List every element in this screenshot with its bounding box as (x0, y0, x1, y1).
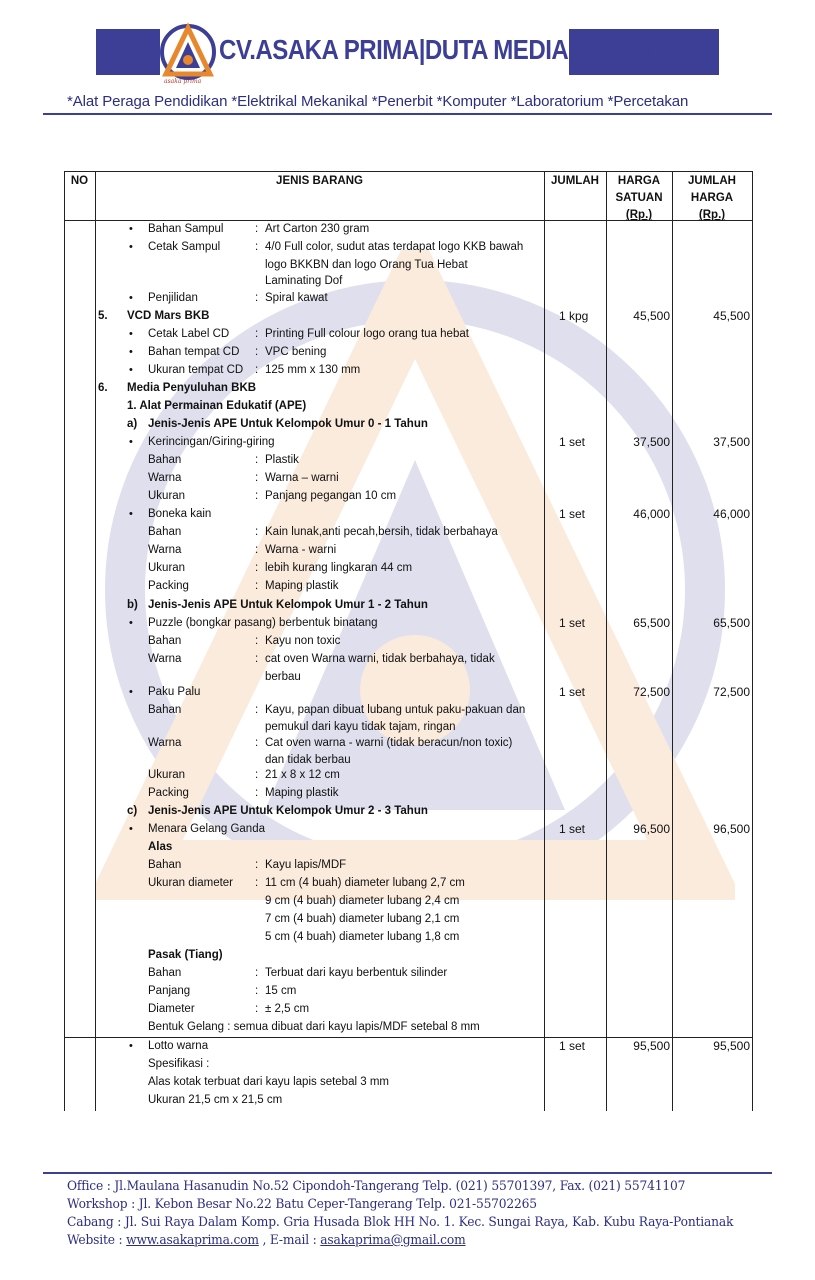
product-qty: 1 set (559, 435, 586, 449)
product-name: Lotto warna (148, 1040, 209, 1052)
spec-label: Warna (148, 472, 182, 484)
colon: : (255, 223, 259, 235)
colon: : (255, 653, 259, 665)
section-mark: c) (127, 805, 138, 817)
bullet: • (129, 328, 133, 340)
spec-label: Diameter (148, 1003, 195, 1015)
item-qty: 1 kpg (559, 309, 589, 323)
header-item: JENIS BARANG (276, 175, 363, 187)
website-link[interactable]: www.asakaprima.com (126, 1233, 259, 1248)
spec-value: 21 x 8 x 12 cm (265, 769, 340, 781)
colon: : (255, 454, 259, 466)
spec-label: Warna (148, 544, 182, 556)
bullet: • (129, 241, 133, 253)
header-divider (43, 113, 772, 115)
product-total: 46,000 (713, 507, 750, 521)
spec-value: 15 cm (265, 985, 297, 997)
header-qty: JUMLAH (551, 175, 599, 187)
product-unit-price: 72,500 (633, 685, 670, 699)
bullet: • (129, 292, 133, 304)
company-tagline: *Alat Peraga Pendidikan *Elektrikal Mekanikal *Penerbit *Komputer *Laboratorium *Percetakan (67, 93, 689, 110)
spec-value: Terbuat dari kayu berbentuk silinder (265, 967, 448, 979)
product-unit-price: 96,500 (633, 822, 670, 836)
spec-value: Spiral kawat (265, 292, 328, 304)
table-top-border (64, 171, 753, 172)
spec-label: Bahan (148, 635, 182, 647)
spec-label: Ukuran tempat CD (148, 364, 244, 376)
spec-note: Bentuk Gelang : semua dibuat dari kayu lapis/MDF setebal 8 mm (148, 1021, 480, 1033)
footer-divider (43, 1172, 772, 1174)
colon: : (255, 877, 259, 889)
product-unit-price: 37,500 (633, 435, 670, 449)
item-title: VCD Mars BKB (127, 310, 210, 322)
bullet: • (129, 346, 133, 358)
bullet: • (129, 508, 133, 520)
spec-label: Bahan tempat CD (148, 346, 240, 358)
spec-value: Warna – warni (265, 472, 339, 484)
colon: : (255, 967, 259, 979)
spec-value: Plastik (265, 454, 299, 466)
spec-value: Kayu, papan dibuat lubang untuk paku-pakuan dan (265, 704, 526, 716)
spec-value: Kayu non toxic (265, 635, 341, 647)
spec-value-cont: dan tidak berbau (265, 754, 351, 766)
spec-group-title: Pasak (Tiang) (148, 949, 223, 961)
spec-heading: Spesifikasi : (148, 1058, 210, 1070)
website-label: Website : (67, 1233, 127, 1248)
spec-group-title: Alas (148, 841, 173, 853)
spec-value-cont: Laminating Dof (265, 275, 343, 287)
spec-value-cont: logo BKKBN dan logo Orang Tua Hebat (265, 259, 468, 271)
colon: : (255, 985, 259, 997)
product-name: Kerincingan/Giring-giring (148, 436, 275, 448)
colon: : (255, 526, 259, 538)
bullet: • (129, 686, 133, 698)
subsection-title: 1. Alat Permainan Edukatif (APE) (127, 400, 307, 412)
spec-label: Ukuran (148, 769, 186, 781)
colon: : (255, 544, 259, 556)
product-unit-price: 95,500 (633, 1039, 670, 1053)
spec-label: Panjang (148, 985, 191, 997)
footer-contact (67, 1233, 466, 1248)
spec-line: Alas kotak terbuat dari kayu lapis setebal 3 mm (148, 1076, 389, 1088)
item-number: 5. (98, 310, 108, 322)
item-number: 6. (98, 382, 108, 394)
spec-value: Kain lunak,anti pecah,bersih, tidak berbahaya (265, 526, 498, 538)
colon: : (255, 704, 259, 716)
spec-value: Art Carton 230 gram (265, 223, 370, 235)
spec-value: Kayu lapis/MDF (265, 859, 347, 871)
section-title: Jenis-Jenis APE Untuk Kelompok Umur 0 - 1 Tahun (148, 418, 428, 430)
header-bar-left (96, 29, 160, 75)
spec-value: Warna - warni (265, 544, 337, 556)
product-name: Paku Palu (148, 686, 201, 698)
colon: : (255, 562, 259, 574)
product-qty: 1 set (559, 685, 586, 699)
colon: : (255, 328, 259, 340)
section-title: Jenis-Jenis APE Untuk Kelompok Umur 2 - 3 Tahun (148, 805, 428, 817)
col-border-0 (64, 171, 65, 1111)
email-link[interactable]: asakaprima@gmail.com (320, 1233, 466, 1248)
colon: : (255, 769, 259, 781)
header-unit-price-2: SATUAN (615, 192, 663, 204)
product-name: Menara Gelang Ganda (148, 823, 265, 835)
colon: : (255, 292, 259, 304)
row-divider (64, 1037, 96, 1038)
header-unit-price-1: HARGA (617, 175, 661, 187)
spec-label: Cetak Sampul (148, 241, 221, 253)
spec-value: lebih kurang lingkaran 44 cm (265, 562, 413, 574)
spec-label: Bahan (148, 859, 182, 871)
bullet: • (129, 223, 133, 235)
spec-value-cont: berbau (265, 671, 301, 683)
spec-value-cont: 9 cm (4 buah) diameter lubang 2,4 cm (265, 895, 460, 907)
spec-label: Bahan (148, 526, 182, 538)
section-mark: b) (127, 599, 138, 611)
spec-label: Bahan (148, 704, 182, 716)
spec-label: Packing (148, 580, 189, 592)
logo-caption: asaka prima (164, 78, 202, 85)
spec-label: Bahan (148, 967, 182, 979)
colon: : (255, 490, 259, 502)
colon: : (255, 737, 259, 749)
colon: : (255, 580, 259, 592)
spec-value: VPC bening (265, 346, 327, 358)
spec-value: Cat oven warna - warni (tidak beracun/non toxic) (265, 737, 513, 749)
spec-value-cont: pemukul dari kayu tidak tajam, ringan (265, 721, 456, 733)
header-unit-price-3: (Rp.) (625, 209, 653, 221)
spec-value: 4/0 Full color, sudut atas terdapat logo KKB bawah (265, 241, 524, 253)
colon: : (255, 859, 259, 871)
item-title: Media Penyuluhan BKB (127, 382, 257, 394)
colon: : (255, 472, 259, 484)
spec-value: ± 2,5 cm (265, 1003, 310, 1015)
product-total: 37,500 (713, 435, 750, 449)
spec-label: Ukuran diameter (148, 877, 234, 889)
colon: : (255, 346, 259, 358)
product-total: 95,500 (713, 1039, 750, 1053)
spec-value: cat oven Warna warni, tidak berbahaya, tidak (265, 653, 495, 665)
colon: : (255, 787, 259, 799)
spec-value: Panjang pegangan 10 cm (265, 490, 397, 502)
product-unit-price: 46,000 (633, 507, 670, 521)
bullet: • (129, 436, 133, 448)
footer-branch: Cabang : Jl. Sui Raya Dalam Komp. Gria Husada Blok HH No. 1. Kec. Sungai Raya, Kab. Kubu Raya-Pontianak (67, 1215, 734, 1230)
section-title: Jenis-Jenis APE Untuk Kelompok Umur 1 - 2 Tahun (148, 599, 428, 611)
product-qty: 1 set (559, 616, 586, 630)
product-qty: 1 set (559, 822, 586, 836)
product-qty: 1 set (559, 507, 586, 521)
spec-label: Packing (148, 787, 189, 799)
colon: : (255, 241, 259, 253)
product-total: 72,500 (713, 685, 750, 699)
col-border-1 (95, 171, 96, 1111)
product-name: Boneka kain (148, 508, 212, 520)
header-total-1: JUMLAH (688, 175, 736, 187)
spec-line: Ukuran 21,5 cm x 21,5 cm (148, 1094, 283, 1106)
spec-label: Bahan (148, 454, 182, 466)
spec-label: Ukuran (148, 490, 186, 502)
header-no: NO (70, 175, 89, 187)
spec-label: Warna (148, 653, 182, 665)
col-border-3 (606, 171, 607, 1111)
col-border-2 (544, 171, 545, 1111)
spec-value: 125 mm x 130 mm (265, 364, 361, 376)
footer-workshop: Workshop : Jl. Kebon Besar No.22 Batu Ceper-Tangerang Telp. 021-55702265 (67, 1197, 537, 1212)
spec-label: Bahan Sampul (148, 223, 224, 235)
header-total-3: (Rp.) (698, 209, 726, 221)
email-label: , E-mail : (258, 1233, 321, 1248)
item-total: 45,500 (713, 309, 750, 323)
spec-label: Ukuran (148, 562, 186, 574)
col-border-5 (752, 171, 753, 1111)
bullet: • (129, 823, 133, 835)
spec-label: Warna (148, 737, 182, 749)
item-unit-price: 45,500 (633, 309, 670, 323)
footer-office: Office : Jl.Maulana Hasanudin No.52 Cipondoh-Tangerang Telp. (021) 55701397, Fax. (021) 55741107 (67, 1179, 686, 1194)
product-total: 65,500 (713, 616, 750, 630)
colon: : (255, 1003, 259, 1015)
spec-value: Printing Full colour logo orang tua hebat (265, 328, 469, 340)
spec-label: Penjilidan (148, 292, 198, 304)
spec-value-cont: 5 cm (4 buah) diameter lubang 1,8 cm (265, 931, 460, 943)
company-name: CV.ASAKA PRIMA|DUTA MEDIA GROUP (219, 34, 660, 65)
spec-label: Cetak Label CD (148, 328, 230, 340)
product-total: 96,500 (713, 822, 750, 836)
product-qty: 1 set (559, 1039, 586, 1053)
spec-value: Maping plastik (265, 580, 339, 592)
product-name: Puzzle (bongkar pasang) berbentuk binatang (148, 617, 378, 629)
colon: : (255, 635, 259, 647)
bullet: • (129, 617, 133, 629)
bullet: • (129, 1040, 133, 1052)
colon: : (255, 364, 259, 376)
header-total-2: HARGA (690, 192, 734, 204)
spec-value-cont: 7 cm (4 buah) diameter lubang 2,1 cm (265, 913, 460, 925)
bullet: • (129, 364, 133, 376)
spec-value: Maping plastik (265, 787, 339, 799)
spec-value: 11 cm (4 buah) diameter lubang 2,7 cm (265, 877, 465, 889)
section-mark: a) (127, 418, 138, 430)
product-unit-price: 65,500 (633, 616, 670, 630)
